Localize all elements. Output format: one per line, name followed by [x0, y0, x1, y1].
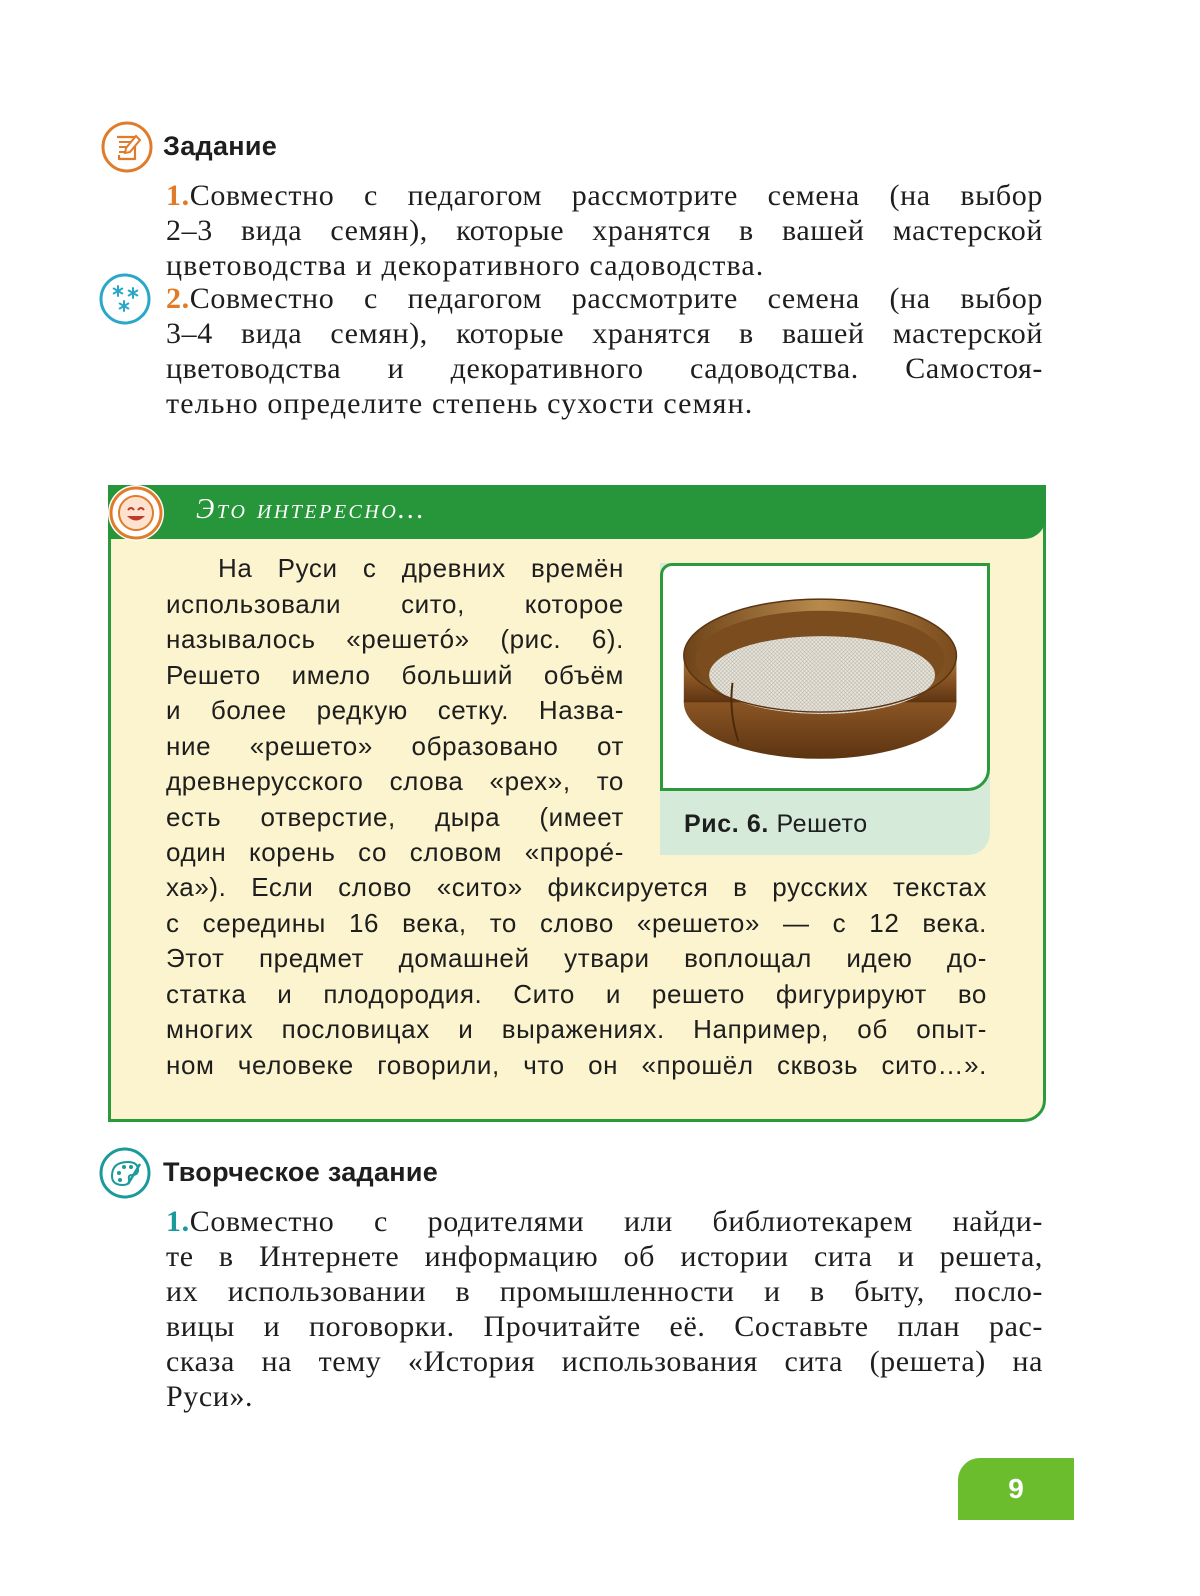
interesting-box-title: Это интересно… [196, 494, 426, 525]
task-line: сказа на тему «История использования сита (решета) на [166, 1345, 1043, 1378]
task-number: 2. [166, 282, 190, 315]
text-line: ние «решето» образовано от [166, 730, 624, 761]
text-line: и более редкую сетку. Назва- [166, 695, 624, 725]
figure-caption [684, 810, 868, 839]
text-line: есть отверстие, дыра (имеет [166, 801, 624, 832]
page-number: 9 [1008, 1473, 1024, 1504]
figure-label: Рис. 6. [684, 810, 769, 838]
smiley-icon [108, 485, 164, 541]
task-line: Совместно с педагогом рассмотрите семена (на выбор [189, 179, 1043, 212]
task-line: 2–3 вида семян), которые хранятся в вашей мастерской [166, 214, 1043, 247]
task-line: цветоводства и декоративного садоводства. Самостоя- [166, 352, 1043, 385]
task-line: их использовании в промышленности и в быту, посло- [166, 1275, 1043, 1308]
text-line: называлось «решетó» (рис. 6). [166, 624, 624, 654]
text-line: На Руси с древних времён [218, 553, 624, 583]
text-line: древнерусского слова «рех», то [166, 766, 624, 796]
interesting-text-wide [166, 870, 987, 1083]
task-heading: Задание [163, 131, 278, 161]
text-line: с середины 16 века, то слово «решето» — с 12 века. [166, 907, 987, 938]
text-line: статка и плодородия. Сито и решето фигурируют во [166, 978, 987, 1009]
task-line: Совместно с педагогом рассмотрите семена (на выбор [189, 282, 1043, 315]
sieve-photo [660, 563, 990, 791]
task-line: те в Интернете информацию об истории сита и решета, [166, 1240, 1043, 1273]
task-line: тельно определите степень сухости семян. [166, 387, 754, 420]
snowflake-icon [98, 272, 152, 326]
text-line: Решето имело больший объём [166, 659, 624, 690]
task-line: 3–4 вида семян), которые хранятся в вашей мастерской [166, 317, 1043, 350]
text-line: многих пословицах и выражениях. Например, об опыт- [166, 1014, 987, 1044]
text-line: один корень со словом «проре́- [166, 837, 624, 867]
task-line: вицы и поговорки. Прочитайте её. Составьте план рас- [166, 1310, 1043, 1343]
creative-task-heading: Творческое задание [163, 1157, 439, 1187]
interesting-text-narrow [166, 551, 624, 871]
task-line: Руси». [166, 1380, 254, 1413]
task-line: цветоводства и декоративного садоводства. [166, 249, 765, 282]
text-line: Этот предмет домашней утвари воплощал идею до- [166, 943, 987, 973]
figure-caption-text: Решето [776, 810, 868, 838]
creative-task-item-1 [166, 1204, 1043, 1414]
scroll-pencil-icon [100, 120, 154, 174]
text-line: ха»). Если слово «сито» фиксируется в русских текстах [166, 872, 987, 902]
palette-icon [98, 1146, 152, 1200]
text-line: использовали сито, которое [166, 588, 624, 619]
task-item-2 [166, 281, 1043, 421]
text-line: ном человеке говорили, что он «прошёл сквозь сито…». [166, 1049, 987, 1080]
task-number: 1. [166, 1205, 190, 1238]
task-item-1 [166, 178, 1043, 283]
task-number: 1. [166, 179, 190, 212]
task-line: Совместно с родителями или библиотекарем найди- [189, 1205, 1043, 1238]
